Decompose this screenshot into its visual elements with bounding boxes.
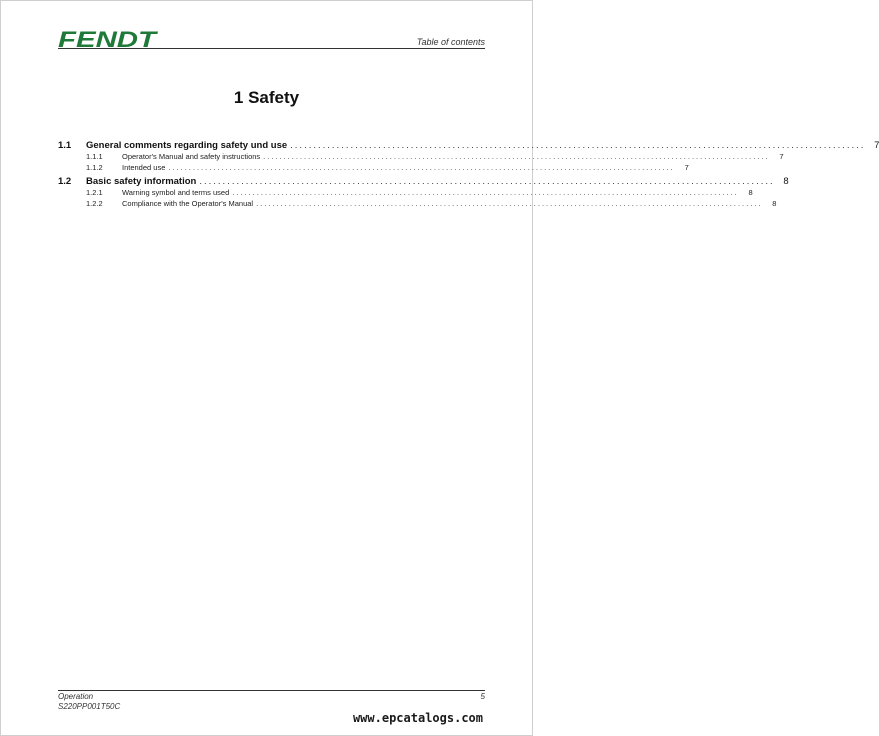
toc-entry-number: 1.1 — [58, 140, 72, 151]
toc-entry-page: 8 — [783, 176, 789, 187]
chapter-title: 1 Safety — [233, 88, 300, 107]
toc-entry-title: Warning symbol and terms used — [122, 188, 230, 197]
toc-entry[interactable] — [58, 163, 689, 174]
toc-entry-number: 1.1.1 — [86, 152, 103, 161]
toc-dot-leader: ............................................................................................................................ — [199, 176, 775, 187]
toc-entry-title: Compliance with the Operator's Manual — [122, 199, 254, 208]
toc-entry[interactable] — [58, 152, 784, 163]
toc-entry-number: 1.2.2 — [86, 199, 103, 208]
toc-dot-leader: ............................................................................................................................ — [168, 163, 675, 172]
table-of-contents — [58, 138, 879, 210]
footer-rule — [58, 690, 485, 691]
toc-entry-page: 8 — [748, 188, 753, 197]
toc-dot-leader: ............................................................................................................................ — [263, 152, 770, 161]
watermark: www.epcatalogs.com — [352, 711, 483, 725]
footer-label: Operation — [58, 692, 94, 701]
toc-entry-page: 7 — [874, 140, 879, 151]
toc-entry-page: 8 — [772, 199, 777, 208]
svg-text:FENDT: FENDT — [58, 27, 159, 52]
toc-dot-leader: ............................................................................................................................ — [232, 188, 739, 197]
toc-entry-number: 1.1.2 — [86, 163, 103, 172]
toc-entry[interactable] — [58, 199, 777, 210]
footer-doc-code: S220PP001T50C — [58, 702, 121, 711]
fendt-logo — [58, 28, 158, 50]
toc-dot-leader: ............................................................................................................................ — [290, 140, 866, 151]
footer-info — [58, 692, 120, 712]
toc-entry-number: 1.2 — [58, 176, 72, 187]
toc-entry-number: 1.2.1 — [86, 188, 103, 197]
toc-entry-title: Basic safety information — [86, 176, 197, 187]
toc-entry-page: 7 — [779, 152, 784, 161]
toc-entry-title: General comments regarding safety und use — [86, 140, 288, 151]
toc-entry-page: 7 — [684, 163, 689, 172]
header-section-title: Table of contents — [416, 37, 485, 47]
footer-page-number: 5 — [480, 692, 485, 701]
toc-entry-title: Intended use — [122, 163, 166, 172]
header-rule — [58, 48, 485, 49]
toc-entry[interactable] — [58, 188, 753, 199]
toc-entry-title: Operator's Manual and safety instructions — [122, 152, 261, 161]
toc-entry[interactable] — [58, 176, 789, 188]
toc-dot-leader: ............................................................................................................................ — [256, 199, 763, 208]
toc-entry[interactable] — [58, 140, 879, 152]
